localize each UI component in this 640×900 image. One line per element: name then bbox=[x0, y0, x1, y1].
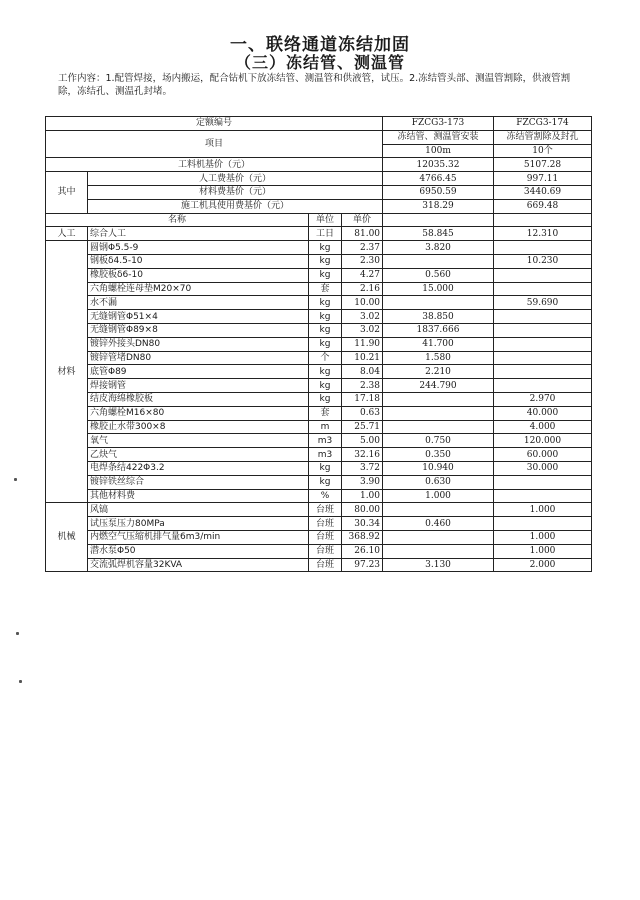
resource-qty-2 bbox=[494, 310, 592, 324]
resource-price: 2.38 bbox=[342, 379, 383, 393]
resource-price: 30.34 bbox=[342, 517, 383, 531]
resource-qty-1: 0.460 bbox=[383, 517, 494, 531]
resource-unit: kg bbox=[309, 310, 342, 324]
resource-qty-2: 40.000 bbox=[494, 406, 592, 420]
column-header-row bbox=[46, 213, 592, 227]
resource-name: 电焊条结422Φ3.2 bbox=[88, 461, 309, 475]
resource-price: 4.27 bbox=[342, 268, 383, 282]
resource-name: 潜水泵Φ50 bbox=[88, 544, 309, 558]
resource-price: 2.30 bbox=[342, 254, 383, 268]
code-1: FZCG3-173 bbox=[383, 117, 494, 131]
resource-name: 镀锌管堵DN80 bbox=[88, 351, 309, 365]
resource-unit: kg bbox=[309, 254, 342, 268]
resource-unit: 工日 bbox=[309, 227, 342, 241]
resource-row bbox=[46, 282, 592, 296]
resource-unit: m3 bbox=[309, 448, 342, 462]
machine-price-2: 669.48 bbox=[494, 199, 592, 213]
resource-qty-1: 15.000 bbox=[383, 282, 494, 296]
resource-price: 2.37 bbox=[342, 241, 383, 255]
labor-price-2: 997.11 bbox=[494, 172, 592, 186]
sub-price-row bbox=[46, 199, 592, 213]
resource-name: 镀锌外接头DN80 bbox=[88, 337, 309, 351]
resource-name: 综合人工 bbox=[88, 227, 309, 241]
resource-row bbox=[46, 392, 592, 406]
labor-price-label: 人工费基价（元） bbox=[88, 172, 383, 186]
resource-row bbox=[46, 296, 592, 310]
resource-qty-2 bbox=[494, 517, 592, 531]
material-price-1: 6950.59 bbox=[383, 185, 494, 199]
resource-qty-1 bbox=[383, 406, 494, 420]
among-label: 其中 bbox=[46, 172, 88, 213]
resource-unit: kg bbox=[309, 365, 342, 379]
resource-row bbox=[46, 530, 592, 544]
resource-name: 试压泵压力80MPa bbox=[88, 517, 309, 531]
resource-price: 3.02 bbox=[342, 323, 383, 337]
resource-qty-1: 1.000 bbox=[383, 489, 494, 503]
resource-qty-2: 12.310 bbox=[494, 227, 592, 241]
resource-row bbox=[46, 241, 592, 255]
machine-price-label: 施工机具使用费基价（元） bbox=[88, 199, 383, 213]
resource-unit: kg bbox=[309, 337, 342, 351]
resource-unit: kg bbox=[309, 323, 342, 337]
resource-name: 六角螺栓M16×80 bbox=[88, 406, 309, 420]
resource-name: 圆钢Φ5.5-9 bbox=[88, 241, 309, 255]
item-unit-1: 100m bbox=[383, 144, 494, 158]
resource-unit: 台班 bbox=[309, 530, 342, 544]
page-subtitle: （三）冻结管、测温管 bbox=[234, 53, 405, 72]
resource-row bbox=[46, 406, 592, 420]
resource-price: 25.71 bbox=[342, 420, 383, 434]
resource-qty-1: 3.130 bbox=[383, 558, 494, 572]
work-content: 工作内容：1.配管焊接，场内搬运，配合钻机下放冻结管、测温管和供液管，试压。2.冻结管头部、测温管割除，供液管割除，冻结孔、测温孔封堵。 bbox=[58, 73, 571, 97]
resource-name: 底管Φ89 bbox=[88, 365, 309, 379]
resource-unit: 个 bbox=[309, 351, 342, 365]
resource-qty-1: 0.560 bbox=[383, 268, 494, 282]
resource-unit: % bbox=[309, 489, 342, 503]
base-price-row bbox=[46, 158, 592, 172]
resource-qty-1: 41.700 bbox=[383, 337, 494, 351]
resource-price: 80.00 bbox=[342, 503, 383, 517]
resource-row bbox=[46, 489, 592, 503]
resource-price: 1.00 bbox=[342, 489, 383, 503]
code-row bbox=[46, 117, 592, 131]
resource-name: 六角螺栓连母垫M20×70 bbox=[88, 282, 309, 296]
group-label: 材料 bbox=[46, 241, 88, 503]
scan-speck bbox=[16, 632, 19, 635]
resource-price: 368.92 bbox=[342, 530, 383, 544]
base-price-1: 12035.32 bbox=[383, 158, 494, 172]
resource-qty-2: 1.000 bbox=[494, 544, 592, 558]
resource-qty-2 bbox=[494, 337, 592, 351]
col-header-name: 名称 bbox=[46, 213, 309, 227]
empty-cell bbox=[494, 213, 592, 227]
resource-price: 26.10 bbox=[342, 544, 383, 558]
resource-row bbox=[46, 544, 592, 558]
resource-price: 11.90 bbox=[342, 337, 383, 351]
col-header-price: 单价 bbox=[342, 213, 383, 227]
resource-name: 结皮海绵橡胶板 bbox=[88, 392, 309, 406]
resource-row bbox=[46, 323, 592, 337]
resource-qty-1: 10.940 bbox=[383, 461, 494, 475]
resource-qty-2: 4.000 bbox=[494, 420, 592, 434]
resource-price: 2.16 bbox=[342, 282, 383, 296]
resource-qty-1: 1.580 bbox=[383, 351, 494, 365]
resource-qty-2: 2.000 bbox=[494, 558, 592, 572]
resource-qty-2 bbox=[494, 351, 592, 365]
resource-qty-2: 2.970 bbox=[494, 392, 592, 406]
resource-price: 10.21 bbox=[342, 351, 383, 365]
resource-qty-1: 3.820 bbox=[383, 241, 494, 255]
resource-qty-1 bbox=[383, 254, 494, 268]
resource-qty-2: 1.000 bbox=[494, 530, 592, 544]
resource-qty-1 bbox=[383, 420, 494, 434]
resource-qty-2: 60.000 bbox=[494, 448, 592, 462]
resource-unit: m bbox=[309, 420, 342, 434]
resource-qty-2: 59.690 bbox=[494, 296, 592, 310]
resource-qty-1 bbox=[383, 544, 494, 558]
resource-unit: kg bbox=[309, 268, 342, 282]
resource-qty-2 bbox=[494, 489, 592, 503]
group-label: 人工 bbox=[46, 227, 88, 241]
resource-name: 焊接钢管 bbox=[88, 379, 309, 393]
resource-name: 无缝钢管Φ89×8 bbox=[88, 323, 309, 337]
resource-name: 风镐 bbox=[88, 503, 309, 517]
resource-qty-1: 0.350 bbox=[383, 448, 494, 462]
resource-qty-2 bbox=[494, 365, 592, 379]
resource-qty-2: 10.230 bbox=[494, 254, 592, 268]
material-price-2: 3440.69 bbox=[494, 185, 592, 199]
resource-qty-1: 38.850 bbox=[383, 310, 494, 324]
resource-name: 其他材料费 bbox=[88, 489, 309, 503]
quota-table-body bbox=[46, 117, 592, 572]
resource-qty-1: 2.210 bbox=[383, 365, 494, 379]
resource-price: 81.00 bbox=[342, 227, 383, 241]
resource-unit: 台班 bbox=[309, 517, 342, 531]
resource-row bbox=[46, 379, 592, 393]
resource-row bbox=[46, 337, 592, 351]
resource-row bbox=[46, 254, 592, 268]
resource-price: 32.16 bbox=[342, 448, 383, 462]
resource-unit: 套 bbox=[309, 406, 342, 420]
item-name-1: 冻结管、测温管安装 bbox=[383, 130, 494, 144]
sub-price-row bbox=[46, 185, 592, 199]
scan-speck bbox=[14, 478, 17, 481]
resource-name: 水不漏 bbox=[88, 296, 309, 310]
code-2: FZCG3-174 bbox=[494, 117, 592, 131]
project-label: 项目 bbox=[46, 130, 383, 158]
machine-price-1: 318.29 bbox=[383, 199, 494, 213]
resource-unit: kg bbox=[309, 296, 342, 310]
resource-price: 8.04 bbox=[342, 365, 383, 379]
resource-name: 交流弧焊机容量32KVA bbox=[88, 558, 309, 572]
resource-price: 17.18 bbox=[342, 392, 383, 406]
resource-row bbox=[46, 268, 592, 282]
base-price-2: 5107.28 bbox=[494, 158, 592, 172]
resource-qty-1: 244.790 bbox=[383, 379, 494, 393]
resource-qty-2 bbox=[494, 268, 592, 282]
resource-row bbox=[46, 351, 592, 365]
resource-price: 97.23 bbox=[342, 558, 383, 572]
resource-unit: kg bbox=[309, 241, 342, 255]
labor-price-1: 4766.45 bbox=[383, 172, 494, 186]
resource-name: 内燃空气压缩机排气量6m3/min bbox=[88, 530, 309, 544]
resource-name: 橡胶止水带300×8 bbox=[88, 420, 309, 434]
resource-price: 5.00 bbox=[342, 434, 383, 448]
item-unit-2: 10个 bbox=[494, 144, 592, 158]
item-name-2: 冻结管割除及封孔 bbox=[494, 130, 592, 144]
resource-qty-1 bbox=[383, 503, 494, 517]
resource-name: 氧气 bbox=[88, 434, 309, 448]
resource-unit: kg bbox=[309, 461, 342, 475]
resource-qty-1 bbox=[383, 296, 494, 310]
resource-row bbox=[46, 420, 592, 434]
code-label: 定额编号 bbox=[46, 117, 383, 131]
resource-name: 无缝钢管Φ51×4 bbox=[88, 310, 309, 324]
resource-name: 橡胶板δ6-10 bbox=[88, 268, 309, 282]
resource-qty-2 bbox=[494, 282, 592, 296]
resource-qty-2: 1.000 bbox=[494, 503, 592, 517]
resource-qty-1 bbox=[383, 530, 494, 544]
resource-unit: 台班 bbox=[309, 503, 342, 517]
resource-price: 0.63 bbox=[342, 406, 383, 420]
resource-row bbox=[46, 448, 592, 462]
resource-qty-2 bbox=[494, 475, 592, 489]
resource-name: 钢板δ4.5-10 bbox=[88, 254, 309, 268]
resource-row bbox=[46, 503, 592, 517]
resource-row bbox=[46, 365, 592, 379]
material-price-label: 材料费基价（元） bbox=[88, 185, 383, 199]
resource-unit: 套 bbox=[309, 282, 342, 296]
sub-price-row bbox=[46, 172, 592, 186]
empty-cell bbox=[383, 213, 494, 227]
resource-unit: kg bbox=[309, 392, 342, 406]
resource-qty-2 bbox=[494, 241, 592, 255]
resource-row bbox=[46, 461, 592, 475]
resource-row bbox=[46, 517, 592, 531]
resource-unit: 台班 bbox=[309, 558, 342, 572]
resource-row bbox=[46, 310, 592, 324]
resource-name: 镀锌铁丝综合 bbox=[88, 475, 309, 489]
scan-speck bbox=[19, 680, 22, 683]
resource-unit: kg bbox=[309, 379, 342, 393]
resource-qty-1: 0.750 bbox=[383, 434, 494, 448]
base-price-label: 工料机基价（元） bbox=[46, 158, 383, 172]
resource-price: 3.02 bbox=[342, 310, 383, 324]
resource-row bbox=[46, 558, 592, 572]
resource-qty-1: 1837.666 bbox=[383, 323, 494, 337]
resource-qty-1 bbox=[383, 392, 494, 406]
resource-row bbox=[46, 475, 592, 489]
resource-price: 3.90 bbox=[342, 475, 383, 489]
resource-name: 乙炔气 bbox=[88, 448, 309, 462]
item-name-row bbox=[46, 130, 592, 144]
resource-qty-1: 58.845 bbox=[383, 227, 494, 241]
resource-qty-1: 0.630 bbox=[383, 475, 494, 489]
resource-qty-2: 30.000 bbox=[494, 461, 592, 475]
page-title: 一、联络通道冻结加固 bbox=[230, 35, 410, 55]
resource-unit: kg bbox=[309, 475, 342, 489]
resource-price: 3.72 bbox=[342, 461, 383, 475]
resource-unit: 台班 bbox=[309, 544, 342, 558]
resource-price: 10.00 bbox=[342, 296, 383, 310]
resource-unit: m3 bbox=[309, 434, 342, 448]
resource-qty-2: 120.000 bbox=[494, 434, 592, 448]
resource-qty-2 bbox=[494, 379, 592, 393]
group-label: 机械 bbox=[46, 503, 88, 572]
col-header-unit: 单位 bbox=[309, 213, 342, 227]
resource-qty-2 bbox=[494, 323, 592, 337]
quota-table bbox=[45, 116, 592, 572]
resource-row bbox=[46, 434, 592, 448]
resource-row bbox=[46, 227, 592, 241]
